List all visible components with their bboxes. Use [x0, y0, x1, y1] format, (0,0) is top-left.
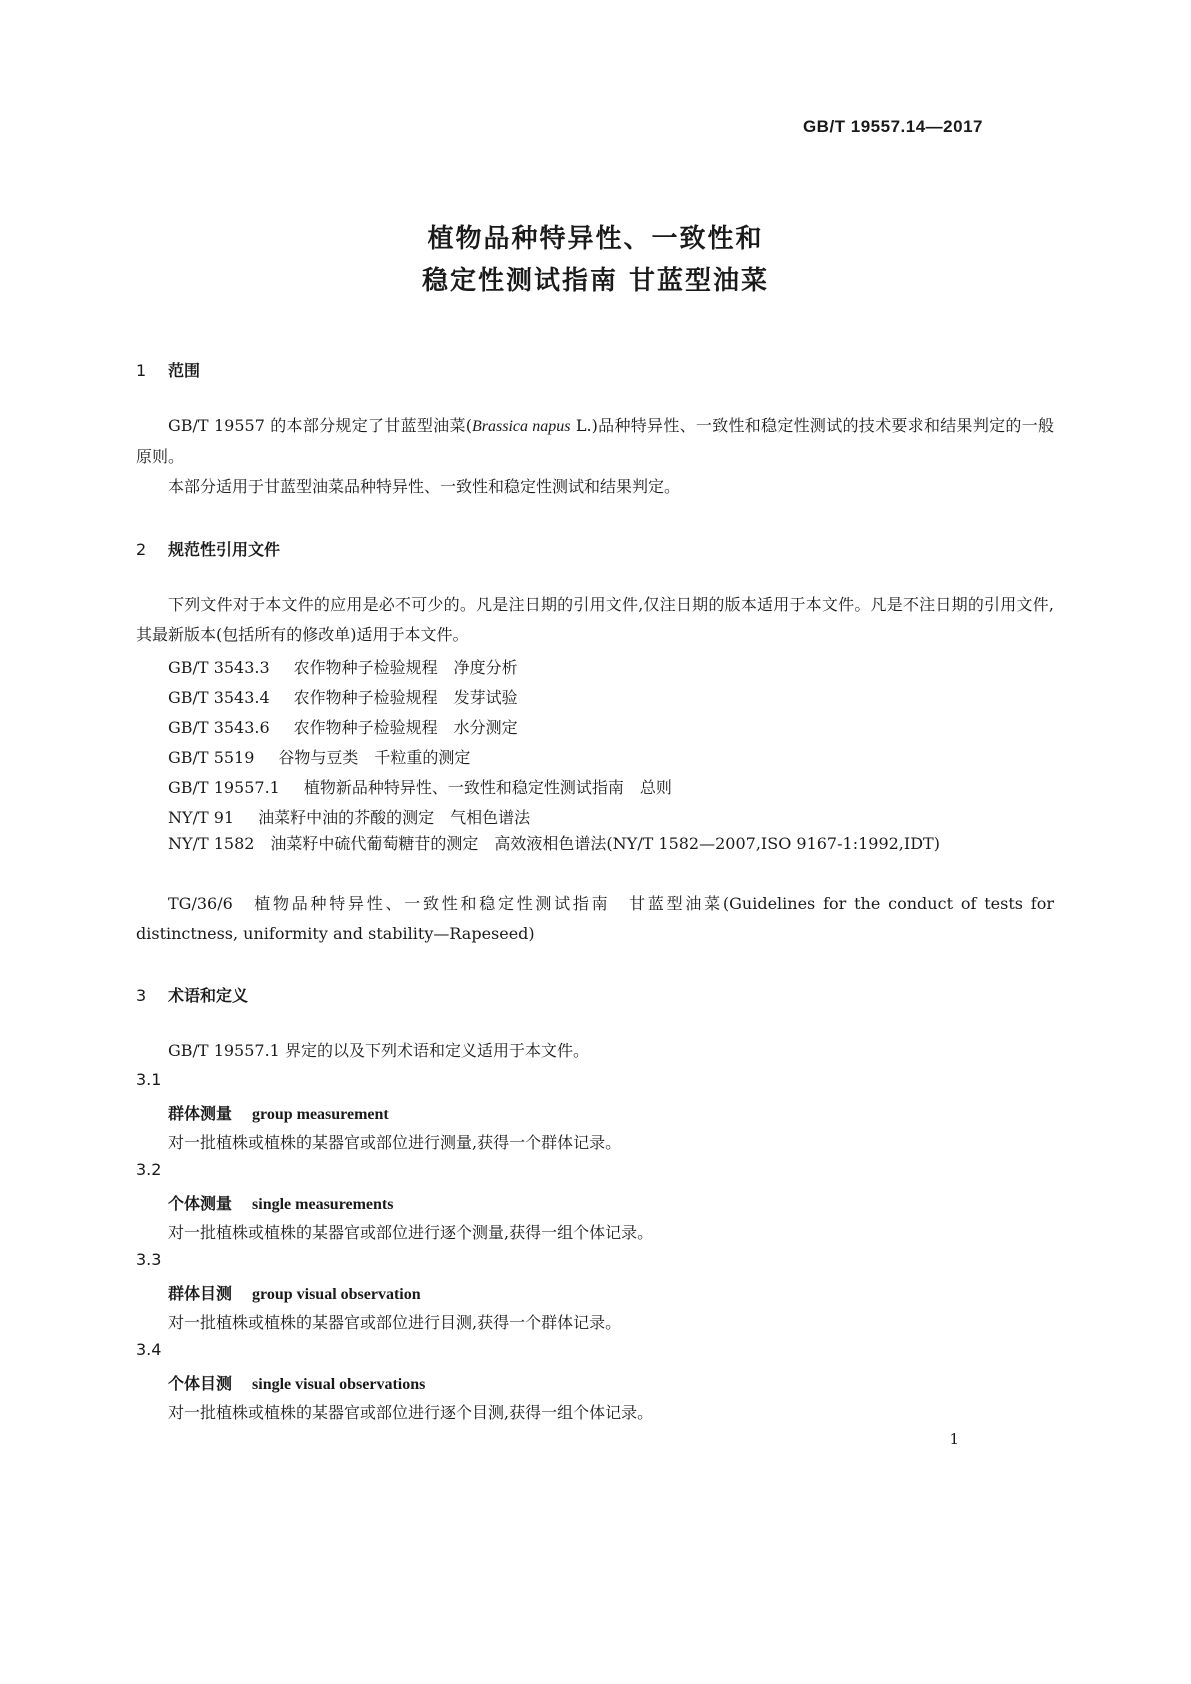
- reference-code: GB/T 19557.1: [168, 778, 280, 797]
- section-2-heading: [136, 537, 280, 560]
- page-number: 1: [949, 1430, 959, 1448]
- section-title: 规范性引用文件: [168, 540, 281, 559]
- reference-code: NY/T 91: [168, 808, 235, 827]
- clause-number: 3.1: [136, 1070, 162, 1089]
- term-en: single visual observations: [252, 1376, 426, 1393]
- term-definition: 对一批植株或植株的某器官或部位进行目测,获得一个群体记录。: [168, 1313, 622, 1332]
- section-1-body: [136, 411, 1054, 502]
- section-number: 3: [136, 986, 147, 1005]
- reference-item: [168, 685, 518, 708]
- term-heading: [168, 1191, 393, 1214]
- section-3-heading: [136, 983, 248, 1006]
- term-en: group measurement: [252, 1106, 389, 1123]
- reference-title: 油菜籽中油的芥酸的测定 气相色谱法: [258, 808, 531, 827]
- paragraph: TG/36/6 植物品种特异性、一致性和稳定性测试指南 甘蓝型油菜(Guidelines for the conduct of tests for distinctness, uniformity and stability—Rapeseed): [136, 894, 1054, 943]
- term-zh: 群体测量: [168, 1104, 233, 1123]
- document-title-line-1: 植物品种特异性、一致性和: [427, 224, 764, 254]
- paragraph: [136, 411, 1054, 472]
- term-heading: [168, 1281, 421, 1304]
- reference-item-long: [136, 829, 1054, 859]
- reference-title: 农作物种子检验规程 水分测定: [293, 718, 518, 737]
- paragraph: GB/T 19557.1 界定的以及下列术语和定义适用于本文件。: [168, 1041, 589, 1060]
- reference-title: 农作物种子检验规程 发芽试验: [293, 688, 518, 707]
- clause-number: 3.2: [136, 1160, 162, 1179]
- section-number: 1: [136, 361, 147, 380]
- clause-number: 3.4: [136, 1340, 162, 1359]
- paragraph: 下列文件对于本文件的应用是必不可少的。凡是注日期的引用文件,仅注日期的版本适用于本文件。凡是不注日期的引用文件,其最新版本(包括所有的修改单)适用于本文件。: [136, 595, 1054, 644]
- reference-code: GB/T 3543.6: [168, 718, 270, 737]
- term-zh: 个体目测: [168, 1374, 233, 1393]
- section-2-intro: [136, 590, 1054, 650]
- section-3-intro: [136, 1036, 1054, 1066]
- text: L.)品种特异性、一致性和稳定性测试的技术要求和结果判定的一般原则。: [136, 416, 1055, 466]
- term-en: single measurements: [252, 1196, 394, 1213]
- standard-number: GB/T 19557.14—2017: [802, 117, 983, 136]
- paragraph: 本部分适用于甘蓝型油菜品种特异性、一致性和稳定性测试和结果判定。: [168, 477, 681, 496]
- term-zh: 个体测量: [168, 1194, 233, 1213]
- clause-number: 3.3: [136, 1250, 162, 1269]
- reference-item: [168, 805, 530, 828]
- term-definition: 对一批植株或植株的某器官或部位进行测量,获得一个群体记录。: [168, 1133, 622, 1152]
- section-title: 术语和定义: [168, 986, 249, 1005]
- reference-item-long: [136, 889, 1054, 949]
- reference-title: 农作物种子检验规程 净度分析: [293, 658, 518, 677]
- paragraph: NY/T 1582 油菜籽中硫代葡萄糖苷的测定 高效液相色谱法(NY/T 1582—2007,ISO 9167-1:1992,IDT): [168, 834, 940, 853]
- term-en: group visual observation: [252, 1286, 421, 1303]
- term-heading: [168, 1371, 425, 1394]
- reference-item: [168, 655, 518, 678]
- reference-code: GB/T 5519: [168, 748, 255, 767]
- scientific-name: Brassica napus: [472, 418, 571, 435]
- reference-item: [168, 775, 672, 798]
- section-1-heading: [136, 358, 200, 381]
- document-title-line-2: 稳定性测试指南 甘蓝型油菜: [421, 266, 770, 296]
- text: GB/T 19557 的本部分规定了甘蓝型油菜(: [168, 416, 472, 435]
- term-heading: [168, 1101, 389, 1124]
- reference-code: GB/T 3543.3: [168, 658, 270, 677]
- reference-code: GB/T 3543.4: [168, 688, 270, 707]
- reference-title: 植物新品种特异性、一致性和稳定性测试指南 总则: [303, 778, 672, 797]
- reference-item: [168, 715, 518, 738]
- term-definition: 对一批植株或植株的某器官或部位进行逐个目测,获得一组个体记录。: [168, 1403, 654, 1422]
- term-definition: 对一批植株或植株的某器官或部位进行逐个测量,获得一组个体记录。: [168, 1223, 654, 1242]
- section-number: 2: [136, 540, 147, 559]
- term-zh: 群体目测: [168, 1284, 233, 1303]
- section-title: 范围: [168, 361, 201, 380]
- reference-item: [168, 745, 470, 768]
- reference-title: 谷物与豆类 千粒重的测定: [278, 748, 471, 767]
